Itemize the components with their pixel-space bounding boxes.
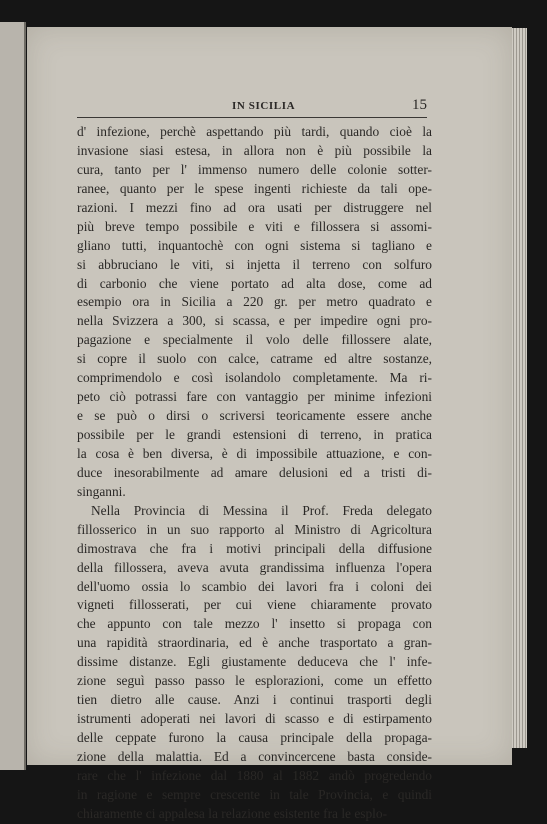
text-line: vigneti fillosserati, per cui viene chiaramente provato <box>77 597 432 613</box>
text-line: e se può o dirsi o scriversi teoricamente essere anche <box>77 408 432 424</box>
facing-page-edge <box>0 22 26 770</box>
text-line: tien dietro alle cause. Anzi i continui trasporti degli <box>77 692 432 708</box>
book-page <box>27 27 512 821</box>
text-line: duce inesorabilmente ad amare delusioni ed a tristi di- <box>77 464 432 480</box>
text-line: si abbruciano le viti, si injetta il terreno con solfuro <box>77 256 432 272</box>
text-line: la cosa è ben diversa, è di impossibile attuazione, e con- <box>77 445 432 461</box>
text-line: delle ceppate furono la causa principale della propaga- <box>77 730 432 745</box>
running-head: IN SICILIA <box>232 100 296 112</box>
text-line: zione seguì passo passo le esplorazioni, come un effetto <box>77 673 432 689</box>
text-line: singanni. <box>77 483 126 499</box>
text-line: fillosserico in un suo rapporto al Ministro di Agricoltura <box>77 521 432 537</box>
text-line: si copre il suolo con calce, catrame ed altre sostanze, <box>77 351 432 367</box>
text-line: esempio ora in Sicilia a 220 gr. per metro quadrato e <box>77 294 432 310</box>
text-line: dissime distanze. Egli giustamente deduceva che l' infe- <box>77 654 432 670</box>
text-line: possibile per le grandi estensioni di terreno, in pratica <box>77 427 432 442</box>
text-line: più breve tempo possibile e viti e fillossera si assomi- <box>77 218 432 234</box>
text-line: pagazione e specialmente il volo delle fillossere alate, <box>77 332 432 348</box>
text-line: dell'uomo ossia lo scambio dei lavori fra i coloni dei <box>77 578 432 594</box>
text-line: razioni. I mezzi fino ad ora usati per distruggere nel <box>77 199 432 215</box>
text-line: dimostrava che fra i motivi principali della diffusione <box>77 540 432 556</box>
text-line: invasione siasi estesa, in allora non è più possibile la <box>77 142 432 158</box>
text-line: una rapidità straordinaria, ed è anche trasportato a gran- <box>77 635 432 651</box>
text-line: Nella Provincia di Messina il Prof. Freda delegato <box>91 502 432 518</box>
text-line: istrumenti adoperati nei lavori di scasso e di estirpamento <box>77 711 432 727</box>
text-line: peto ciò potrassi fare con vantaggio per minime infezioni <box>77 389 432 405</box>
text-line: rare che l' infezione dal 1880 al 1882 andò progredendo <box>77 767 432 783</box>
body-text <box>77 123 432 824</box>
text-line: di carbonio che viene portato ad alta dose, come ad <box>77 275 432 291</box>
text-line: della fillossera, aveva avuta grandissima influenza l'opera <box>77 559 432 575</box>
text-line: cura, tanto per l' immenso numero delle colonie sotter- <box>77 161 432 177</box>
text-line: in ragione e sempre crescente in tale Provincia, e quindi <box>77 786 432 802</box>
text-line: comprimendolo e così isolandolo completamente. Ma ri- <box>77 370 432 386</box>
text-line: che appunto con tale mezzo l' insetto si propaga con <box>77 616 432 632</box>
text-line: ranee, quanto per le spese ingenti richieste da tali ope- <box>77 180 432 196</box>
text-line: nella Svizzera a 300, si scassa, e per impedire ogni pro- <box>77 313 432 329</box>
text-line: zione della malattia. Ed a convincercene basta conside- <box>77 748 432 764</box>
page-number: 15 <box>412 97 427 113</box>
text-line: d' infezione, perchè aspettando più tardi, quando cioè la <box>77 124 432 139</box>
text-line: gliano tutti, inquantochè con ogni sistema si tagliano e <box>77 237 432 253</box>
text-line: chiaramente ci appalesa la relazione esistente fra le esplo- <box>77 805 388 821</box>
page-header <box>77 97 427 118</box>
